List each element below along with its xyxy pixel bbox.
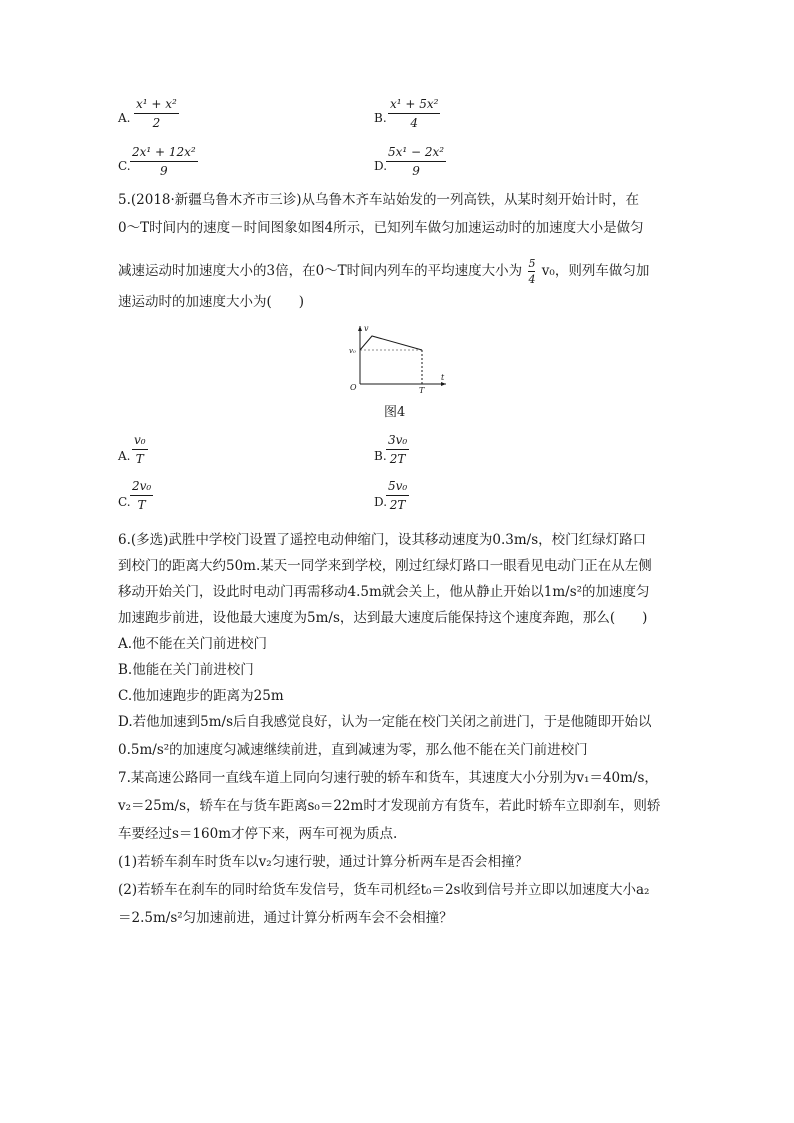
denominator: 9 bbox=[160, 164, 168, 178]
fraction bbox=[130, 146, 198, 177]
option-label: A. bbox=[118, 111, 131, 125]
q7-line-1: 7.某高速公路同一直线车道上同向匀速行驶的轿车和货车，其速度大小分别为v₁＝40m/s， bbox=[118, 770, 658, 786]
q6-line-4: 加速跑步前进，设他最大速度为5m/s，达到最大速度后能保持这个速度奔跑，那么( ) bbox=[118, 610, 648, 626]
numerator: 5x¹ − 2x² bbox=[388, 145, 445, 159]
figure-caption: 图4 bbox=[384, 405, 406, 420]
option-label: C. bbox=[118, 495, 131, 509]
T-label: T bbox=[419, 386, 425, 395]
inline-fraction bbox=[528, 258, 535, 285]
figure-vt-graph bbox=[346, 322, 450, 396]
q5-line-1: 5.(2018·新疆乌鲁木齐市三诊)从乌鲁木齐车站始发的一列高铁，从某时刻开始计时，在 bbox=[118, 192, 640, 208]
q6-line-1: 6.(多选)武胜中学校门设置了遥控电动伸缩门，设其移动速度为0.3m/s，校门红绿灯路口 bbox=[118, 532, 647, 548]
fraction bbox=[386, 434, 409, 465]
denominator: T bbox=[135, 452, 144, 466]
denominator: 2T bbox=[389, 498, 406, 512]
denominator: T bbox=[137, 498, 146, 512]
q5-line-3-text-end: v₀，则列车做匀加 bbox=[541, 263, 650, 279]
fraction bbox=[134, 98, 179, 129]
fraction bbox=[386, 480, 409, 511]
numerator: 5v₀ bbox=[388, 479, 408, 493]
v-axis-label: v bbox=[364, 324, 369, 333]
q6-option-d-line-2: 0.5m/s²的加速度匀减速继续前进，直到减速为零，那么他不能在关门前进校门 bbox=[118, 742, 588, 758]
option-label: D. bbox=[374, 159, 388, 173]
q5-line-3 bbox=[118, 258, 649, 285]
origin-label: O bbox=[350, 383, 357, 392]
numerator: v₀ bbox=[134, 433, 146, 447]
denominator: 2 bbox=[152, 116, 161, 130]
q7-subquestion-2-line-1: (2)若轿车在刹车的同时给货车发信号，货车司机经t₀＝2s收到信号并立即以加速度大小a₂ bbox=[118, 882, 650, 898]
q6-option-a: A.他不能在关门前进校门 bbox=[118, 636, 268, 652]
q5-line-2: 0～T时间内的速度－时间图象如图4所示，已知列车做匀加速运动时的加速度大小是做匀 bbox=[118, 220, 644, 236]
option-label: A. bbox=[118, 449, 131, 463]
numerator: x¹ + 5x² bbox=[390, 97, 439, 111]
fraction bbox=[130, 480, 153, 511]
numerator: 2v₀ bbox=[132, 479, 152, 493]
fraction bbox=[386, 146, 446, 177]
q6-line-2: 到校门的距离大约50m.某天一同学来到学校，刚过红绿灯路口一眼看见电动门正在从左侧 bbox=[118, 558, 652, 574]
fraction bbox=[388, 98, 440, 129]
q7-line-2: v₂＝25m/s，轿车在与货车距离s₀＝22m时才发现前方有货车，若此时轿车立即刹车，则轿 bbox=[118, 798, 661, 814]
denominator: 9 bbox=[412, 164, 420, 178]
numerator: 5 bbox=[528, 257, 536, 270]
option-label: D. bbox=[374, 495, 388, 509]
option-label: C. bbox=[118, 159, 131, 173]
q6-option-d-line-1: D.若他加速到5m/s后自我感觉良好，认为一定能在校门关闭之前进门，于是他随即开始以 bbox=[118, 714, 652, 730]
q6-option-c: C.他加速跑步的距离为25m bbox=[118, 688, 284, 704]
q7-line-3: 车要经过s＝160m才停下来，两车可视为质点. bbox=[118, 826, 398, 842]
option-label: B. bbox=[374, 111, 387, 125]
fraction bbox=[132, 434, 148, 465]
numerator: 3v₀ bbox=[388, 433, 408, 447]
q6-line-3: 移动开始关门，设此时电动门再需移动4.5m就会关上，他从静止开始以1m/s²的加速度匀 bbox=[118, 584, 650, 600]
q5-line-3-text: 减速运动时加速度大小的3倍，在0～T时间内列车的平均速度大小为 bbox=[118, 263, 523, 279]
q6-option-b: B.他能在关门前进校门 bbox=[118, 662, 254, 678]
q7-subquestion-1: (1)若轿车刹车时货车以v₂匀速行驶，通过计算分析两车是否会相撞？ bbox=[118, 854, 529, 870]
numerator: 2x¹ + 12x² bbox=[132, 145, 196, 159]
q7-subquestion-2-line-2: ＝2.5m/s²匀加速前进，通过计算分析两车会不会相撞？ bbox=[118, 910, 453, 926]
v0-label: v₀ bbox=[349, 347, 356, 355]
t-axis-label: t bbox=[441, 373, 445, 382]
denominator: 4 bbox=[410, 116, 419, 130]
q5-line-4: 速运动时的加速度大小为( ) bbox=[118, 294, 305, 310]
numerator: x¹ + x² bbox=[136, 97, 177, 111]
option-label: B. bbox=[374, 449, 387, 463]
denominator: 4 bbox=[528, 273, 536, 286]
denominator: 2T bbox=[389, 452, 406, 466]
